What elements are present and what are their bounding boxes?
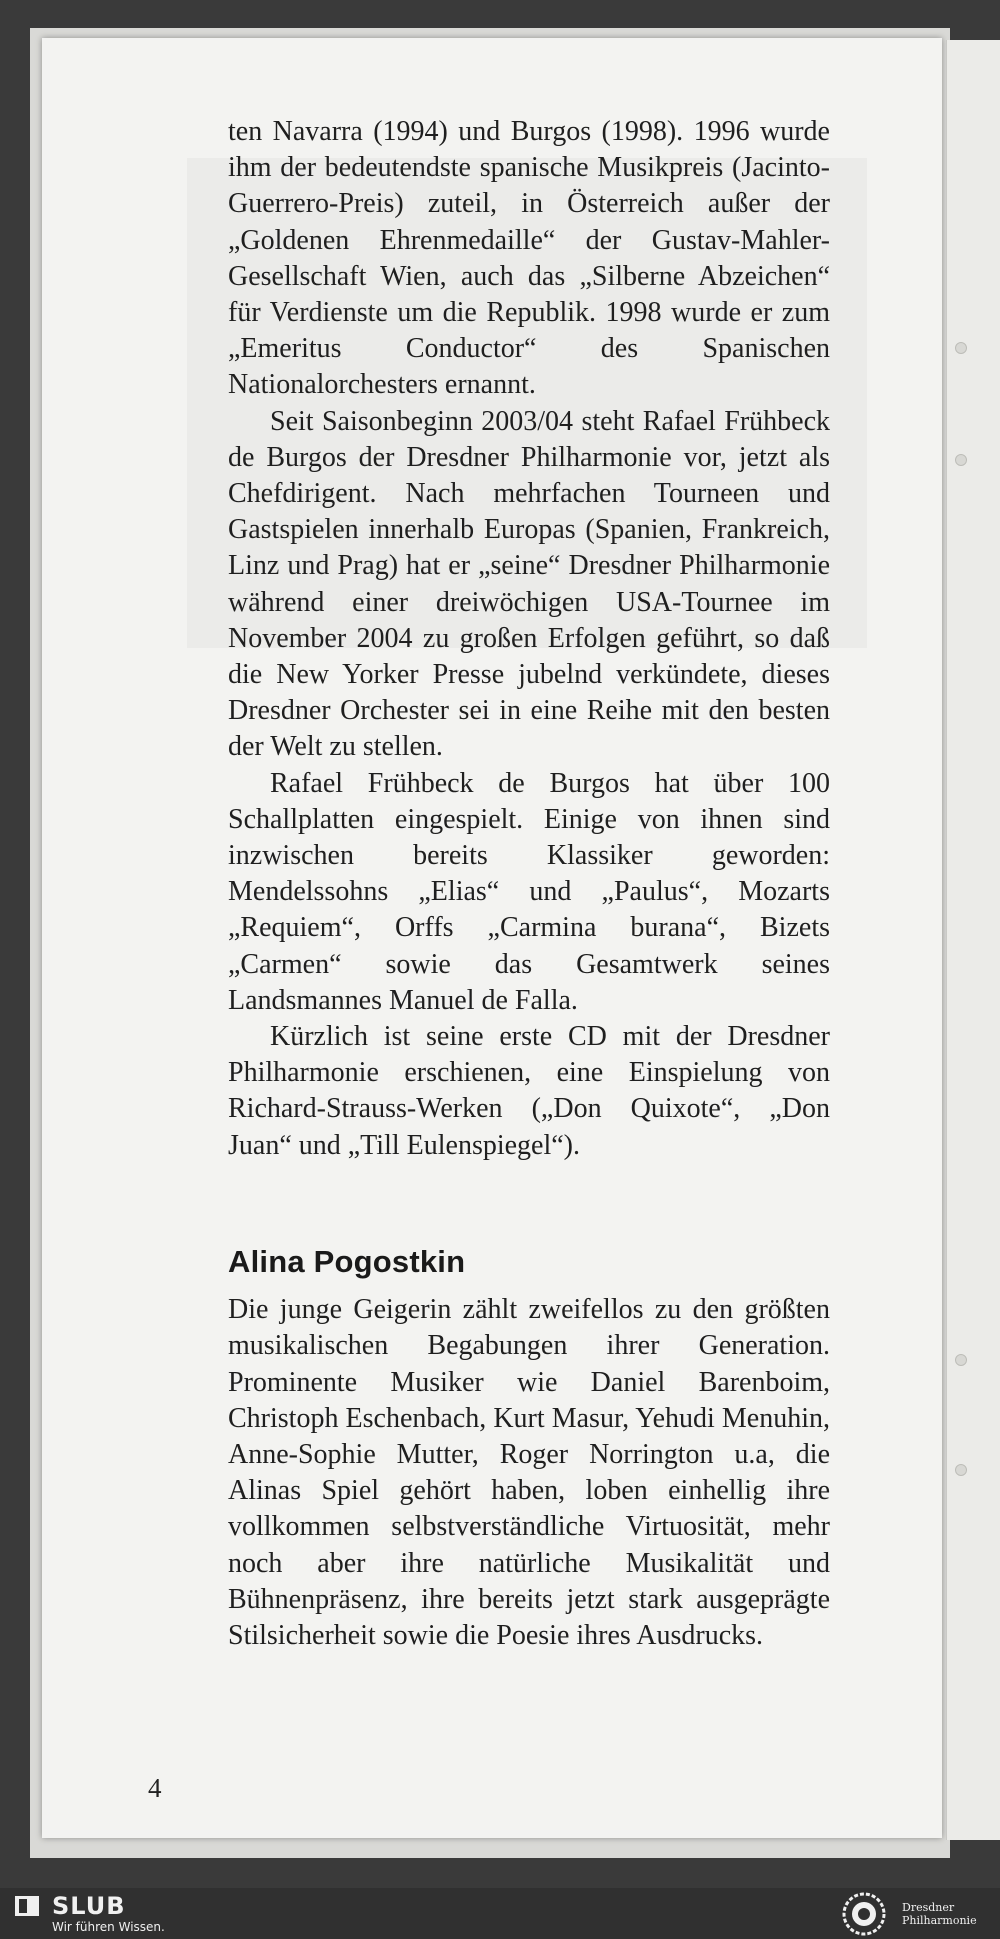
viewer-footer <box>0 1888 1000 1939</box>
binding-hole <box>955 1464 967 1476</box>
page-number: 4 <box>148 1773 162 1803</box>
paragraph: Kürzlich ist seine erste CD mit der Dresdner Philharmonie erschienen, eine Einspielung von Richard-Strauss-Werken („Don Quixote“, „Don Juan“ und „Till Eulenspiegel“). <box>228 1021 830 1161</box>
slub-tagline: Wir führen Wissen. <box>52 1920 165 1934</box>
paragraph: Die junge Geigerin zählt zweifellos zu den größten musikalischen Begabungen ihrer Generation. Prominente Musiker wie Daniel Barenboim, Christoph Eschenbach, Kurt Masur, Yehudi Menuhin, Anne-Sophie Mutter, Roger Norrington u.a, die Alinas Spiel gehört haben, loben einhellig ihre vollkommen selbstverständliche Virtuosität, mehr noch aber ihre natürliche Musikalität und Bühnenpräsenz, ihre bereits jetzt stark ausgeprägte Stilsicherheit sowie die Poesie ihres Ausdrucks. <box>228 1294 830 1651</box>
partner-name: Dresdner Philharmonie <box>902 1901 977 1927</box>
slub-book-icon[interactable] <box>14 1894 40 1918</box>
section-heading: Alina Pogostkin <box>228 1243 466 1279</box>
paragraph: Seit Saisonbeginn 2003/04 steht Rafael Frühbeck de Burgos der Dresdner Philharmonie vor, jetzt als Chefdirigent. Nach mehrfachen Tourneen und Gastspielen innerhalb Europas (Spanien, Frankreich, Linz und Prag) hat er „seine“ Dresdner Philharmonie während einer dreiwöchigen USA-Tournee im November 2004 zu großen Erfolgen geführt, so daß die New Yorker Presse jubelnd verkündete, dieses Dresdner Orchester sei in eine Reihe mit den besten der Welt zu stellen. <box>228 405 830 763</box>
binding-hole <box>955 1354 967 1366</box>
article-text <box>228 114 830 1654</box>
dresdner-philharmonie-logo-icon[interactable] <box>842 1892 886 1936</box>
paragraph: ten Navarra (1994) und Burgos (1998). 1996 wurde ihm der bedeutendste spanische Musikpreis (Jacinto-Guerrero-Preis) zuteil, in Österreich außer der „Goldenen Ehrenmedaille“ der Gustav-Mahler-Gesellschaft Wien, auch das „Silberne Abzeichen“ für Verdienste um die Republik. 1998 wurde er zum „Emeritus Conductor“ des Spanischen Nationalorchesters ernannt. <box>228 116 830 401</box>
paragraph: Rafael Frühbeck de Burgos hat über 100 Schallplatten eingespielt. Einige von ihnen sind inzwischen bereits Klassiker geworden: Mendelssohns „Elias“ und „Paulus“, Mozarts „Requiem“, Orffs „Carmina burana“, Bizets „Carmen“ sowie das Gesamtwerk seines Landsmannes Manuel de Falla. <box>228 767 830 1016</box>
slub-logo-text[interactable]: SLUB <box>52 1892 126 1920</box>
next-page-edge <box>946 40 1000 1840</box>
binding-hole <box>955 454 967 466</box>
binding-hole <box>955 342 967 354</box>
